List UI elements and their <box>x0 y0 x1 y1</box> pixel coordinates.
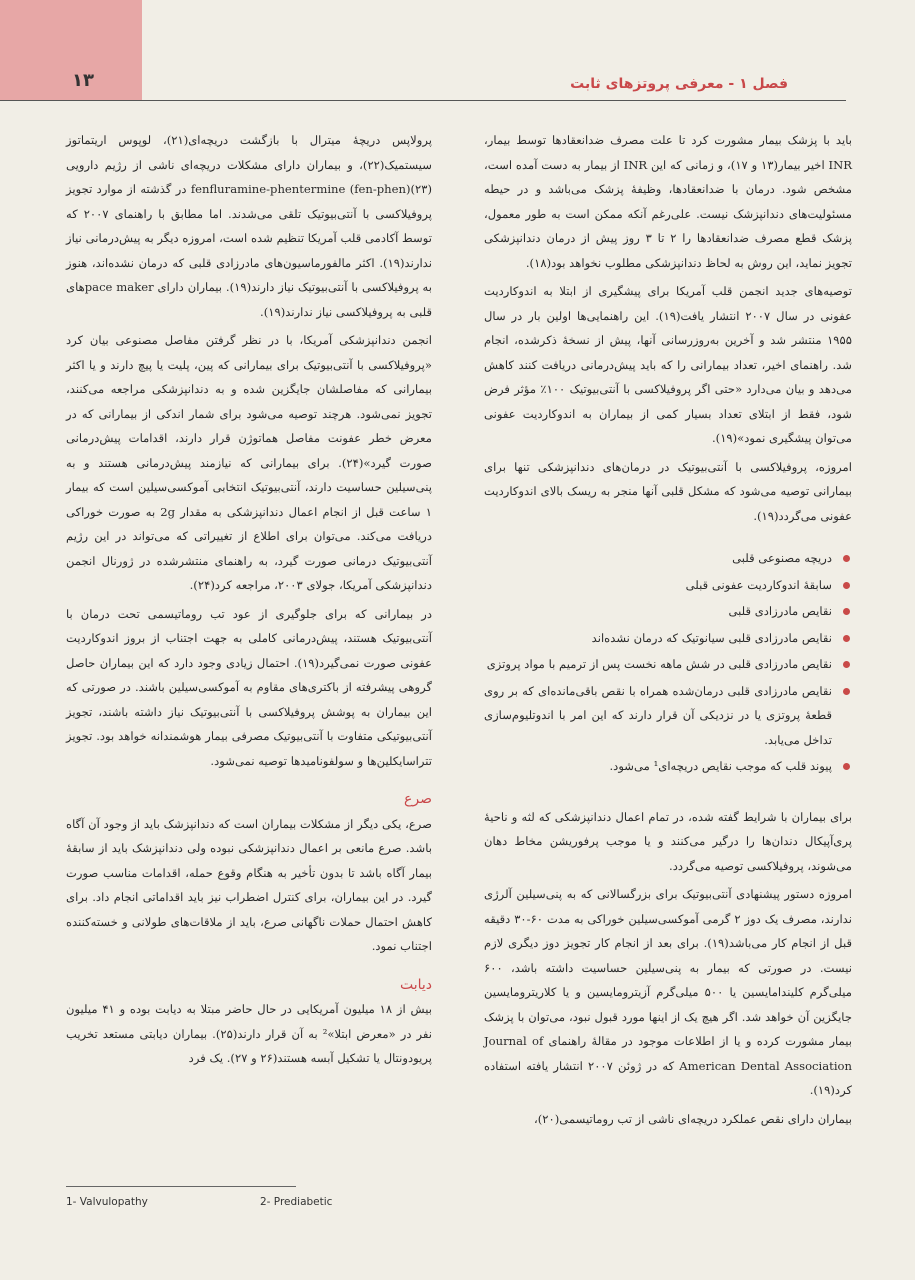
paragraph: در بیمارانی که برای جلوگیری از عود تب روماتیسمی تحت درمان با آنتی‌بیوتیک هستند، پیش‌درمانی کاملی به جهت اجتناب از بروز اندوکاردیت عفونی صورت نمی‌گیرد(۱۹). احتمال زیادی وجود دارد که این بیماران حاصل گروهی پیشرفته از باکتری‌های مقاوم به آموکسی‌سیلین باشند. در صورتی که این بیماران به پوشش پروفیلاکسی با آنتی‌بیوتیک نیاز داشته باشند، تجویز آنتی‌بیوتیکی متفاوت با آنتی‌بیوتیک مصرفی بیمار هوشمندانه خواهد بود. تجویز تتراسایکلین‌ها و سولفونامیدها توصیه نمی‌شود. <box>66 606 432 768</box>
right-column <box>484 128 852 1135</box>
bullet-icon <box>843 582 850 589</box>
section-heading-diabetes: دیابت <box>399 976 432 993</box>
footnote-2: 2- Prediabetic <box>260 1196 333 1208</box>
bullet-icon <box>843 661 850 668</box>
list-item: دریچه مصنوعی قلبی <box>484 546 852 571</box>
bullet-icon <box>843 635 850 642</box>
bullet-icon <box>843 763 850 770</box>
paragraph: پرولاپس دریچهٔ میترال با بازگشت دریچه‌ای(۲۱)، لوپوس اریتماتوز سیستمیک(۲۲)، و بیماران دارای مشکلات دریچه‌ای ناشی از رژیم دارویی fenfluramine-phentermine (fen-phen)(۲۳) در گذشته از موارد تجویز پروفیلاکسی با آنتی‌بیوتیک تلقی می‌شدند. اما مطابق با راهنمای ۲۰۰۷ که توسط آکادمی قلب آمریکا تنظیم شده است، امروزه دیگر به پیش‌درمانی نیاز ندارند(۱۹). اکثر مالفورماسیون‌های مادرزادی قلبی که درمان نشده‌اند، هنوز به پروفیلاکسی با آنتی‌بیوتیک نیاز دارند(۱۹). بیماران دارای pace maker‌های قلبی به پروفیلاکسی نیاز ندارند(۱۹). <box>66 133 432 319</box>
paragraph: امروزه دستور پیشنهادی آنتی‌بیوتیک برای بزرگسالانی که به پنی‌سیلین آلرژی ندارند، مصرف یک دوز ۲ گرمی آموکسی‌سیلین خوراکی به مدت ۶۰-۳۰ دقیقه قبل از انجام کار می‌باشد(۱۹). برای بعد از انجام کار تجویز دوز دیگری لازم نیست. در صورتی که بیمار به پنی‌سیلین حساسیت داشته باشد، ۶۰۰ میلی‌گرم کلیندامایسین یا ۵۰۰ میلی‌گرم آزیترومایسین و یا کلاریترومایسین جایگزین آن خواهد شد. اگر هیچ یک از اینها مورد قبول نبود، می‌توان با پزشک بیمار مشورت کرده و یا از اطلاعات موجود در مقالهٔ راهنمای Journal of American Dental Association که در ژوئن ۲۰۰۷ انتشار یافته استفاده کرد(۱۹). <box>484 887 853 1097</box>
footnote-rule <box>66 1186 296 1187</box>
paragraph: بیش از ۱۸ میلیون آمریکایی در حال حاضر مبتلا به دیابت بوده و ۴۱ میلیون نفر در «معرض ابتلا»² به آن قرار دارند(۲۵). بیماران دیابتی مستعد تخریب پریودونتال یا تشکیل آبسه هستند(۲۶ و ۲۷). یک فرد <box>66 1002 433 1065</box>
list-item: نقایص مادرزادی قلبی در شش ماهه نخست پس از ترمیم با مواد پروتزی <box>484 652 852 677</box>
header-rule <box>0 100 846 101</box>
bullet-icon <box>843 608 850 615</box>
list-item: پیوند قلب که موجب نقایص دریچه‌ای¹ می‌شود. <box>484 754 852 779</box>
bullet-icon <box>843 555 850 562</box>
chapter-title: فصل ۱ - معرفی پروتزهای ثابت <box>570 76 788 92</box>
paragraph: باید با پزشک بیمار مشورت کرد تا علت مصرف ضدانعقادها توسط بیمار، INR اخیر بیمار(۱۳ و ۱۷)، و زمانی که این INR از بیمار به دست آمده است، مشخص شود. درمان با ضدانعقادها، وظیفهٔ پزشک می‌باشد و در حیطه مسئولیت‌های دندانپزشک نیست. علی‌رغم آنکه ممکن است به طور معمول، پزشک قطع مصرف ضدانعقادها را ۲ تا ۳ روز پیش از درمان دندانپزشکی تجویز نماید، این روش به لحاظ دندانپزشکی مطلوب نخواهد بود(۱۸). <box>484 133 852 270</box>
section-heading-epilepsy: صرع <box>404 791 432 807</box>
running-header <box>0 68 846 100</box>
list-item: نقایص مادرزادی قلبی درمان‌شده همراه با نقص باقی‌مانده‌ای که بر روی قطعهٔ پروتزی یا در نزدیکی آن قرار دارند که این امر با اندوتلیوم‌سازی تداخل می‌یابد. <box>484 679 852 753</box>
paragraph: توصیه‌های جدید انجمن قلب آمریکا برای پیشگیری از ابتلا به اندوکاردیت عفونی در سال ۲۰۰۷ انتشار یافت(۱۹). این راهنمایی‌ها اولین بار در سال ۱۹۵۵ منتشر شد و آخرین به‌روزرسانی آنها، پیش از نسخهٔ ذکرشده، انجام شد. راهنمای اخیر، تعداد بیمارانی را که باید پیش‌درمانی دریافت کنند کاهش می‌دهد و بیان می‌دارد «حتی اگر پروفیلاکسی با آنتی‌بیوتیک ۱۰۰٪ مؤثر فرض شود، فقط از ابتلای تعداد بسیار کمی از بیماران به اندوکاردیت عفونی می‌توان پیشگیری نمود»(۱۹). <box>484 284 853 445</box>
list-item: نقایص مادرزادی قلبی <box>484 599 852 624</box>
list-item: نقایص مادرزادی قلبی سیانوتیک که درمان نشده‌اند <box>484 626 852 651</box>
paragraph: صرع، یکی دیگر از مشکلات بیماران است که دندانپزشک باید از وجود آن آگاه باشد. صرع مانعی بر اعمال دندانپزشکی نبوده ولی دندانپزشک باید از سابقهٔ بیمار آگاه باشد تا بدون تأخیر به هنگام وقوع حمله، اقدامات مناسب صورت گیرد. در این بیماران، برای کنترل اضطراب نیز باید اقداماتی انجام داد. برای کاهش احتمال حملات ناگهانی صرع، باید از ملاقات‌های طولانی و خسته‌کننده اجتناب نمود. <box>66 816 432 953</box>
paragraph: امروزه، پروفیلاکسی با آنتی‌بیوتیک در درمان‌های دندانپزشکی تنها برای بیمارانی توصیه می‌شود که مشکل قلبی آنها منجر به ریسک بالای اندوکاردیت عفونی می‌گردد(۱۹). <box>484 459 852 523</box>
paragraph: بیماران دارای نقص عملکرد دریچه‌ای ناشی از تب روماتیسمی(۲۰)، <box>534 1111 852 1126</box>
paragraph: برای بیماران با شرایط گفته شده، در تمام اعمال دندانپزشکی که لثه و ناحیهٔ پری‌آپیکال دندان‌ها را درگیر می‌کنند و یا موجب پرفوریشن مخاط دهان می‌شوند، پروفیلاکسی توصیه می‌گردد. <box>484 809 852 873</box>
bullet-icon <box>843 688 850 695</box>
list-item: سابقهٔ اندوکاردیت عفونی قبلی <box>484 573 852 598</box>
left-column <box>66 128 432 1075</box>
risk-list <box>484 546 852 779</box>
paragraph: انجمن دندانپزشکی آمریکا، با در نظر گرفتن مفاصل مصنوعی بیان کرد «پروفیلاکسی با آنتی‌بیوتیک برای بیمارانی که پین، پلیت یا پیچ دارند و یا اکثر بیمارانی که مفاصلشان جایگزین شده و به دندانپزشکی مراجعه می‌کنند، تجویز نمی‌شود. هرچند توصیه می‌شود برای شمار اندکی از بیمارانی که در معرض خطر عفونت مفاصل هماتوژن قرار دارند، اقدامات پیش‌درمانی صورت گیرد»(۲۴). برای بیمارانی که نیازمند پیش‌درمانی هستند و به پنی‌سیلین حساسیت دارند، آنتی‌بیوتیک انتخابی آموکسی‌سیلین است که بیمار ۱ ساعت قبل از انجام اعمال دندانپزشکی به مقدار 2g به صورت خوراکی دریافت می‌کند. می‌توان برای اطلاع از تغییراتی که می‌تواند در این رژیم آنتی‌بیوتیک درمانی صورت گیرد، به راهنمای منتشرشده در ژورنال انجمن دندانپزشکی آمریکا، جولای ۲۰۰۳، مراجعه کرد(۲۴). <box>66 333 432 592</box>
footnote-1: 1- Valvulopathy <box>66 1196 148 1208</box>
page-number: ۱۳ <box>72 70 94 91</box>
